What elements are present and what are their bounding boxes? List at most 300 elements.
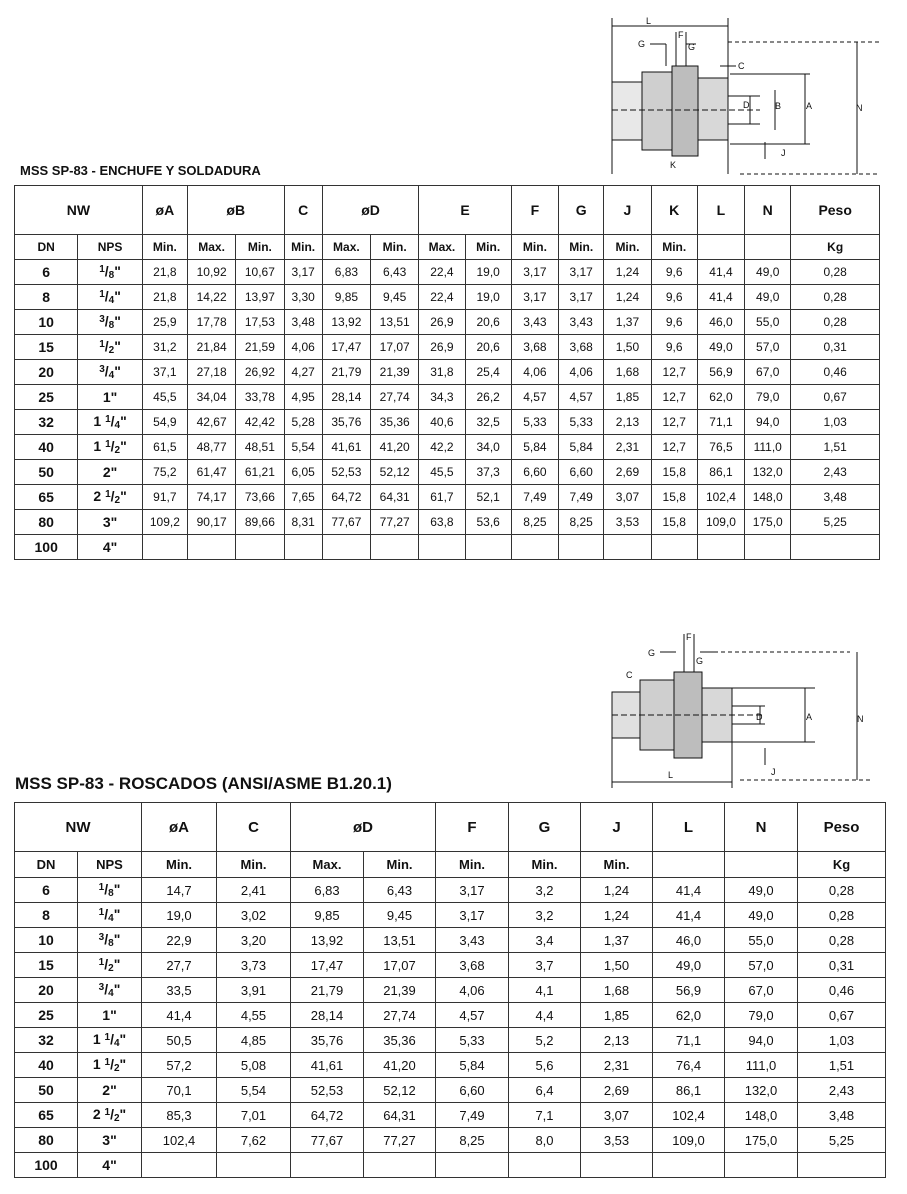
- diagram-label-L: L: [646, 16, 652, 26]
- nps-cell: [78, 1078, 142, 1103]
- value-cell: 13,92: [291, 928, 364, 953]
- value-cell: 0,28: [798, 878, 886, 903]
- value-cell: 45,5: [419, 460, 465, 485]
- value-cell: 32,5: [465, 410, 511, 435]
- nps-slash: /: [104, 338, 109, 354]
- value-cell: 5,6: [509, 1053, 581, 1078]
- value-cell: 175,0: [745, 510, 791, 535]
- value-cell: [725, 1153, 798, 1178]
- header-nw: NW: [15, 186, 143, 235]
- value-cell: 3,17: [511, 285, 558, 310]
- value-cell: [651, 535, 697, 560]
- value-cell: 26,9: [419, 310, 465, 335]
- value-cell: 8,0: [509, 1128, 581, 1153]
- value-cell: 1,85: [581, 1003, 653, 1028]
- value-cell: 3,68: [511, 335, 558, 360]
- value-cell: 62,0: [697, 385, 744, 410]
- value-cell: 17,53: [236, 310, 284, 335]
- value-cell: 25,4: [465, 360, 511, 385]
- subheader-cell: Min.: [465, 235, 511, 260]
- value-cell: 53,6: [465, 510, 511, 535]
- value-cell: 35,36: [364, 1028, 436, 1053]
- diagram2-label-G2: G: [696, 656, 704, 666]
- nps-numerator: 1: [99, 264, 105, 275]
- value-cell: 9,6: [651, 285, 697, 310]
- threaded-union-diagram: [600, 630, 900, 790]
- dn-cell: 50: [15, 460, 78, 485]
- value-cell: 7,49: [511, 485, 558, 510]
- value-cell: 17,07: [364, 953, 436, 978]
- header-k: K: [651, 186, 697, 235]
- subheader-dn: DN: [15, 235, 78, 260]
- table-row: [15, 435, 880, 460]
- nps-inch-mark: ": [114, 363, 121, 379]
- diagram-label-B: B: [775, 101, 782, 111]
- value-cell: [419, 535, 465, 560]
- table-row: [15, 1053, 886, 1078]
- value-cell: 55,0: [725, 928, 798, 953]
- value-cell: 41,20: [371, 435, 419, 460]
- header-a: øA: [142, 186, 187, 235]
- value-cell: 3,17: [511, 260, 558, 285]
- subheader-dn: DN: [15, 852, 78, 878]
- nps-numerator: 1: [99, 289, 105, 300]
- nps-slash: /: [110, 413, 115, 429]
- value-cell: 4,85: [217, 1028, 291, 1053]
- subheader-cell: Min.: [581, 852, 653, 878]
- value-cell: 41,4: [653, 903, 725, 928]
- value-cell: 1,03: [791, 410, 880, 435]
- header-n: N: [745, 186, 791, 235]
- nps-cell: [78, 260, 142, 285]
- value-cell: 33,5: [142, 978, 217, 1003]
- header-e: E: [419, 186, 512, 235]
- value-cell: 3,43: [511, 310, 558, 335]
- nps-inch-mark: ": [120, 438, 127, 454]
- value-cell: 5,2: [509, 1028, 581, 1053]
- nps-denominator: 2: [113, 1063, 120, 1074]
- value-cell: [798, 1153, 886, 1178]
- nps-numerator: 1: [105, 414, 111, 425]
- table-row: [15, 360, 880, 385]
- table-row: [15, 978, 886, 1003]
- value-cell: [581, 1153, 653, 1178]
- value-cell: 4,27: [284, 360, 322, 385]
- diagram-label-G1: G: [638, 39, 646, 49]
- subheader-row: [15, 852, 886, 878]
- table-row: [15, 410, 880, 435]
- value-cell: 5,33: [559, 410, 604, 435]
- header-g: G: [509, 803, 581, 852]
- subheader-cell: Min.: [142, 852, 217, 878]
- value-cell: 5,84: [511, 435, 558, 460]
- nps-slash: /: [104, 906, 109, 922]
- value-cell: 5,25: [791, 510, 880, 535]
- subheader-cell: Max.: [291, 852, 364, 878]
- value-cell: 2,69: [604, 460, 651, 485]
- value-cell: 7,1: [509, 1103, 581, 1128]
- value-cell: 28,14: [291, 1003, 364, 1028]
- value-cell: 21,59: [236, 335, 284, 360]
- value-cell: 41,20: [364, 1053, 436, 1078]
- value-cell: 42,42: [236, 410, 284, 435]
- value-cell: [142, 535, 187, 560]
- nps-slash: /: [110, 1106, 114, 1122]
- value-cell: 111,0: [745, 435, 791, 460]
- value-cell: 86,1: [653, 1078, 725, 1103]
- value-cell: 1,24: [604, 260, 651, 285]
- value-cell: 57,0: [725, 953, 798, 978]
- nps-inch-mark: ": [120, 413, 127, 429]
- value-cell: [364, 1153, 436, 1178]
- value-cell: 109,0: [653, 1128, 725, 1153]
- value-cell: 1,03: [798, 1028, 886, 1053]
- value-cell: 3,43: [559, 310, 604, 335]
- value-cell: 22,4: [419, 260, 465, 285]
- nps-inch-mark: ": [120, 488, 127, 504]
- value-cell: 1,24: [604, 285, 651, 310]
- value-cell: 22,4: [419, 285, 465, 310]
- value-cell: 6,43: [364, 878, 436, 903]
- value-cell: [284, 535, 322, 560]
- nps-denominator: 2: [108, 345, 115, 356]
- nps-cell: [78, 535, 142, 560]
- dn-cell: 80: [15, 1128, 78, 1153]
- diagram-label-C: C: [738, 61, 745, 71]
- value-cell: 21,8: [142, 285, 187, 310]
- subheader-cell: [697, 235, 744, 260]
- nps-inch-mark: ": [114, 313, 121, 329]
- value-cell: 1,51: [791, 435, 880, 460]
- value-cell: 22,9: [142, 928, 217, 953]
- nps-inch-mark: ": [113, 981, 121, 997]
- section1-title: MSS SP-83 - ENCHUFE Y SOLDADURA: [20, 163, 261, 178]
- value-cell: [236, 535, 284, 560]
- value-cell: 61,21: [236, 460, 284, 485]
- nps-slash: /: [104, 363, 109, 379]
- value-cell: 52,53: [291, 1078, 364, 1103]
- value-cell: 9,6: [651, 335, 697, 360]
- value-cell: 9,45: [371, 285, 419, 310]
- value-cell: 41,61: [322, 435, 370, 460]
- dn-cell: 8: [15, 903, 78, 928]
- value-cell: 102,4: [142, 1128, 217, 1153]
- nps-denominator: 2: [113, 1113, 120, 1124]
- nps-numerator: 1: [104, 1032, 111, 1043]
- nps-whole: 1: [102, 1007, 111, 1023]
- value-cell: 57,0: [745, 335, 791, 360]
- value-cell: 71,1: [653, 1028, 725, 1053]
- value-cell: 3,02: [217, 903, 291, 928]
- table-row: [15, 878, 886, 903]
- dn-cell: 50: [15, 1078, 78, 1103]
- value-cell: 3,68: [436, 953, 509, 978]
- value-cell: 42,67: [187, 410, 235, 435]
- value-cell: 35,36: [371, 410, 419, 435]
- nps-slash: /: [104, 956, 109, 972]
- subheader-cell: Min.: [509, 852, 581, 878]
- value-cell: 35,76: [322, 410, 370, 435]
- value-cell: 12,7: [651, 435, 697, 460]
- nps-slash: /: [110, 1056, 114, 1072]
- value-cell: 52,53: [322, 460, 370, 485]
- dn-cell: 6: [15, 260, 78, 285]
- header-row: [15, 186, 880, 235]
- value-cell: 27,18: [187, 360, 235, 385]
- value-cell: 28,14: [322, 385, 370, 410]
- value-cell: 49,0: [725, 903, 798, 928]
- value-cell: 4,1: [509, 978, 581, 1003]
- value-cell: 5,33: [436, 1028, 509, 1053]
- nps-inch-mark: ": [113, 931, 121, 947]
- dn-cell: 25: [15, 385, 78, 410]
- value-cell: 67,0: [725, 978, 798, 1003]
- nps-cell: [78, 335, 142, 360]
- value-cell: 48,77: [187, 435, 235, 460]
- nps-slash: /: [104, 288, 109, 304]
- value-cell: 3,48: [798, 1103, 886, 1128]
- socket-weld-union-diagram: [600, 14, 900, 184]
- value-cell: 4,06: [559, 360, 604, 385]
- value-cell: 49,0: [653, 953, 725, 978]
- table-row: [15, 335, 880, 360]
- value-cell: 7,65: [284, 485, 322, 510]
- value-cell: 49,0: [725, 878, 798, 903]
- value-cell: 0,67: [791, 385, 880, 410]
- value-cell: [371, 535, 419, 560]
- value-cell: 2,43: [798, 1078, 886, 1103]
- value-cell: 6,60: [559, 460, 604, 485]
- value-cell: 3,30: [284, 285, 322, 310]
- section2-title: MSS SP-83 - ROSCADOS (ANSI/ASME B1.20.1): [15, 774, 392, 793]
- value-cell: 41,4: [697, 285, 744, 310]
- value-cell: 5,25: [798, 1128, 886, 1153]
- subheader-cell: Min.: [142, 235, 187, 260]
- nps-cell: [78, 460, 142, 485]
- value-cell: 6,05: [284, 460, 322, 485]
- value-cell: 48,51: [236, 435, 284, 460]
- table-row: [15, 310, 880, 335]
- value-cell: 31,2: [142, 335, 187, 360]
- value-cell: 132,0: [745, 460, 791, 485]
- dn-cell: 80: [15, 510, 78, 535]
- nps-whole: 4: [102, 1157, 111, 1173]
- value-cell: 62,0: [653, 1003, 725, 1028]
- diagram-label-A: A: [806, 101, 813, 111]
- value-cell: 3,68: [559, 335, 604, 360]
- dn-cell: 8: [15, 285, 78, 310]
- value-cell: 14,7: [142, 878, 217, 903]
- value-cell: [511, 535, 558, 560]
- value-cell: 6,43: [371, 260, 419, 285]
- value-cell: 4,57: [559, 385, 604, 410]
- header-peso: Peso: [791, 186, 880, 235]
- value-cell: 21,84: [187, 335, 235, 360]
- value-cell: 34,0: [465, 435, 511, 460]
- dn-cell: 40: [15, 1053, 78, 1078]
- nps-numerator: 1: [105, 489, 111, 500]
- nps-numerator: 1: [98, 882, 105, 893]
- value-cell: 71,1: [697, 410, 744, 435]
- threaded-table: [14, 802, 886, 1178]
- value-cell: 109,0: [697, 510, 744, 535]
- value-cell: 1,24: [581, 878, 653, 903]
- header-d: øD: [322, 186, 419, 235]
- subheader-cell: Kg: [791, 235, 880, 260]
- value-cell: 34,04: [187, 385, 235, 410]
- table-row: [15, 485, 880, 510]
- value-cell: 0,46: [791, 360, 880, 385]
- value-cell: 75,2: [142, 460, 187, 485]
- value-cell: 13,51: [364, 928, 436, 953]
- value-cell: 8,25: [436, 1128, 509, 1153]
- value-cell: 102,4: [653, 1103, 725, 1128]
- nps-cell: [78, 510, 142, 535]
- subheader-cell: Max.: [322, 235, 370, 260]
- value-cell: 148,0: [745, 485, 791, 510]
- value-cell: [791, 535, 880, 560]
- value-cell: 79,0: [725, 1003, 798, 1028]
- value-cell: 15,8: [651, 485, 697, 510]
- value-cell: 9,45: [364, 903, 436, 928]
- value-cell: 27,74: [371, 385, 419, 410]
- value-cell: 0,28: [798, 928, 886, 953]
- nps-whole: 1: [102, 389, 111, 405]
- value-cell: 2,13: [581, 1028, 653, 1053]
- dn-cell: 25: [15, 1003, 78, 1028]
- value-cell: 1,50: [604, 335, 651, 360]
- value-cell: 5,54: [284, 435, 322, 460]
- subheader-cell: [745, 235, 791, 260]
- nps-cell: [78, 878, 142, 903]
- value-cell: 52,12: [364, 1078, 436, 1103]
- nps-numerator: 1: [98, 907, 105, 918]
- value-cell: 64,72: [291, 1103, 364, 1128]
- nps-cell: [78, 435, 142, 460]
- subheader-cell: Min.: [217, 852, 291, 878]
- value-cell: 3,20: [217, 928, 291, 953]
- value-cell: 0,28: [798, 903, 886, 928]
- value-cell: 4,06: [436, 978, 509, 1003]
- value-cell: 3,53: [604, 510, 651, 535]
- value-cell: 8,25: [511, 510, 558, 535]
- value-cell: 77,27: [364, 1128, 436, 1153]
- nps-inch-mark: ": [110, 389, 118, 405]
- subheader-cell: Min.: [511, 235, 558, 260]
- socket-weld-table: [14, 185, 880, 560]
- value-cell: 56,9: [697, 360, 744, 385]
- value-cell: 175,0: [725, 1128, 798, 1153]
- nps-numerator: 1: [105, 439, 111, 450]
- value-cell: 1,37: [604, 310, 651, 335]
- value-cell: 49,0: [697, 335, 744, 360]
- diagram-label-J: J: [781, 148, 786, 158]
- value-cell: 55,0: [745, 310, 791, 335]
- value-cell: [604, 535, 651, 560]
- value-cell: 31,8: [419, 360, 465, 385]
- nps-cell: [78, 1153, 142, 1178]
- value-cell: 73,66: [236, 485, 284, 510]
- value-cell: 37,1: [142, 360, 187, 385]
- subheader-cell: Min.: [559, 235, 604, 260]
- value-cell: 21,79: [322, 360, 370, 385]
- value-cell: 1,24: [581, 903, 653, 928]
- value-cell: 42,2: [419, 435, 465, 460]
- value-cell: 5,54: [217, 1078, 291, 1103]
- dn-cell: 10: [15, 310, 78, 335]
- value-cell: 1,50: [581, 953, 653, 978]
- value-cell: 148,0: [725, 1103, 798, 1128]
- value-cell: [142, 1153, 217, 1178]
- header-row: [15, 803, 886, 852]
- value-cell: [653, 1153, 725, 1178]
- value-cell: 41,4: [142, 1003, 217, 1028]
- nps-whole: 1: [93, 413, 106, 429]
- value-cell: 33,78: [236, 385, 284, 410]
- value-cell: 3,2: [509, 878, 581, 903]
- nps-numerator: 3: [99, 364, 105, 375]
- nps-cell: [78, 360, 142, 385]
- header-c: C: [284, 186, 322, 235]
- nps-numerator: 3: [98, 982, 105, 993]
- value-cell: 56,9: [653, 978, 725, 1003]
- value-cell: 6,83: [322, 260, 370, 285]
- dn-cell: 32: [15, 410, 78, 435]
- subheader-cell: Min.: [436, 852, 509, 878]
- value-cell: 1,68: [604, 360, 651, 385]
- table-row: [15, 1028, 886, 1053]
- nps-whole: 1: [92, 1056, 105, 1072]
- value-cell: 19,0: [142, 903, 217, 928]
- header-n: N: [725, 803, 798, 852]
- value-cell: 6,83: [291, 878, 364, 903]
- value-cell: 3,43: [436, 928, 509, 953]
- diagram2-label-D: D: [756, 712, 763, 722]
- nps-cell: [78, 1053, 142, 1078]
- value-cell: 3,48: [791, 485, 880, 510]
- value-cell: 61,47: [187, 460, 235, 485]
- value-cell: [322, 535, 370, 560]
- subheader-cell: Min.: [364, 852, 436, 878]
- diagram2-label-J: J: [771, 767, 776, 777]
- subheader-cell: [653, 852, 725, 878]
- dn-cell: 15: [15, 335, 78, 360]
- nps-numerator: 1: [98, 957, 105, 968]
- nps-inch-mark: ": [113, 956, 121, 972]
- nps-cell: [78, 1128, 142, 1153]
- value-cell: 3,73: [217, 953, 291, 978]
- value-cell: 45,5: [142, 385, 187, 410]
- value-cell: 102,4: [697, 485, 744, 510]
- diagram-label-G2: G: [688, 42, 696, 52]
- value-cell: 21,39: [371, 360, 419, 385]
- dn-cell: 32: [15, 1028, 78, 1053]
- value-cell: 13,92: [322, 310, 370, 335]
- nps-slash: /: [110, 1031, 114, 1047]
- value-cell: 4,57: [511, 385, 558, 410]
- value-cell: 21,79: [291, 978, 364, 1003]
- nps-slash: /: [104, 263, 109, 279]
- value-cell: 3,53: [581, 1128, 653, 1153]
- nps-cell: [78, 1028, 142, 1053]
- value-cell: 2,31: [604, 435, 651, 460]
- nps-denominator: 8: [108, 270, 115, 281]
- diagram2-label-L: L: [668, 770, 674, 780]
- value-cell: [436, 1153, 509, 1178]
- diagram-label-N: N: [856, 103, 863, 113]
- value-cell: 52,1: [465, 485, 511, 510]
- value-cell: 109,2: [142, 510, 187, 535]
